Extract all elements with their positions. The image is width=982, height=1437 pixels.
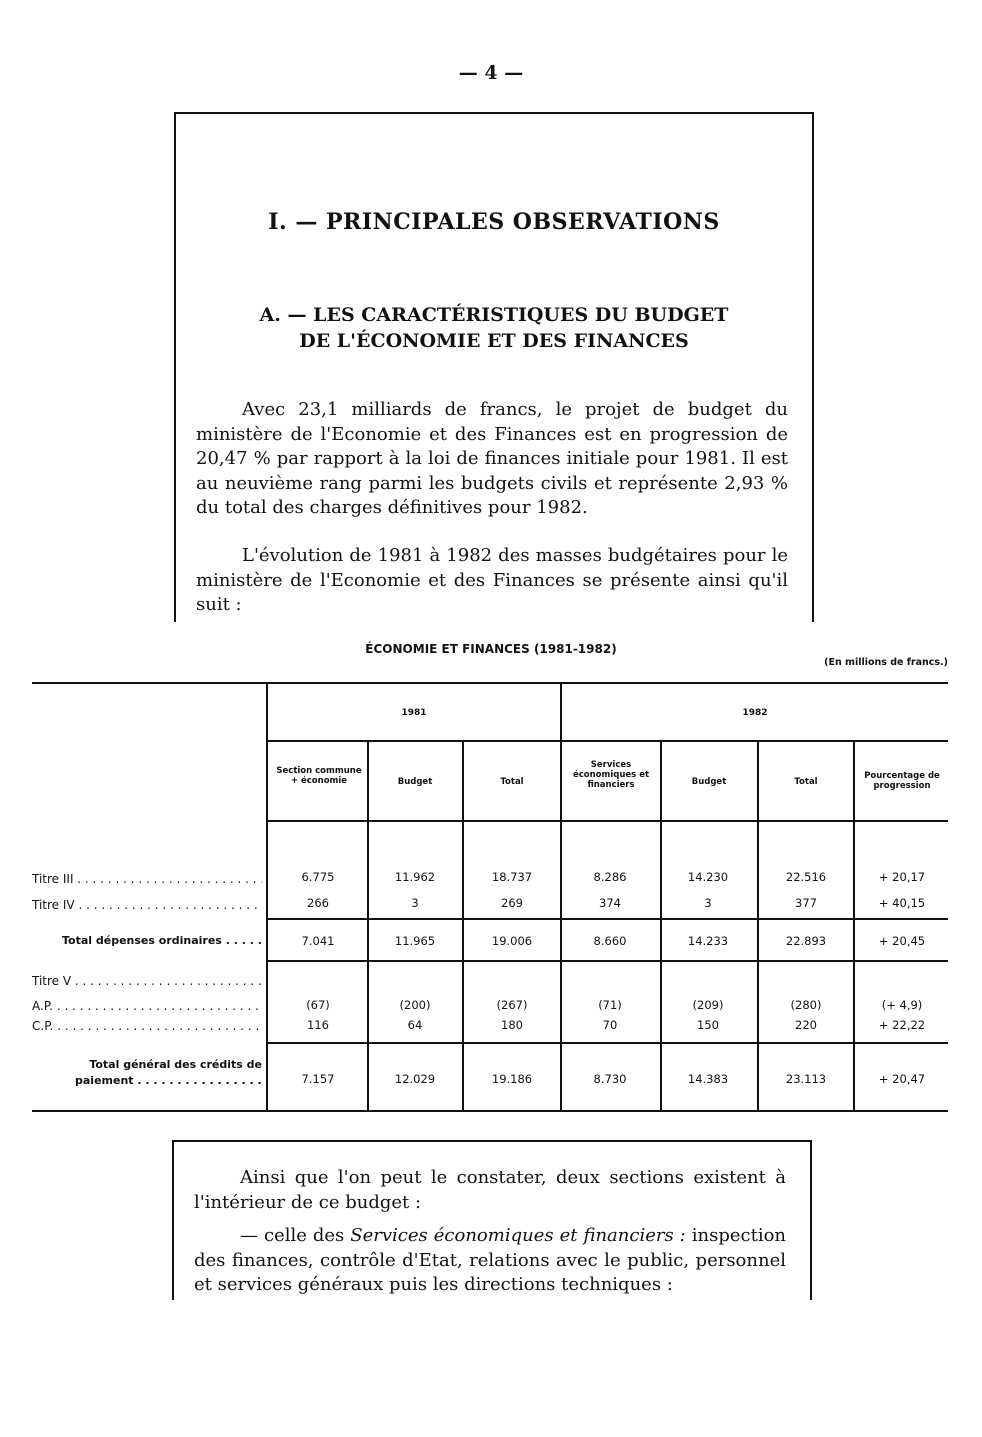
header-total-1981: Total (500, 777, 524, 787)
header-budget-1981: Budget (397, 777, 433, 787)
table-top-rule (32, 682, 948, 684)
header-year-1981: 1981 (401, 708, 427, 718)
header-pourcentage: Pourcentage de progression (864, 771, 940, 791)
table-cell: 12.029 (394, 1072, 436, 1086)
summary-box (174, 112, 814, 622)
row-label-cp: C.P. . . . (32, 1019, 262, 1033)
table-cell: 180 (501, 1018, 523, 1032)
table-cell: 269 (501, 896, 523, 910)
table-cell: 22.516 (785, 870, 827, 884)
table-cell: 377 (795, 896, 817, 910)
table-cell: + 20,17 (878, 870, 926, 884)
header-services-economiques: Services économiques et financiers (572, 760, 650, 790)
table-cell: 11.962 (394, 870, 436, 884)
table-cell: 18.737 (491, 870, 533, 884)
table-cell: (200) (399, 998, 431, 1012)
table-total-rule (268, 1042, 948, 1044)
sections-box (172, 1140, 812, 1300)
table-cell: 374 (599, 896, 621, 910)
table-col-rule (660, 740, 662, 1110)
paragraph-sections: Ainsi que l'on peut le constater, deux sections existent à l'intérieur de ce budget : (194, 1167, 786, 1213)
table-cell: 116 (307, 1018, 329, 1032)
table-cell: 7.157 (301, 1072, 335, 1086)
table-cell: 70 (602, 1018, 618, 1032)
table-cell: (67) (306, 998, 330, 1012)
table-subtotal-rule (268, 918, 948, 920)
table-cell: 266 (307, 896, 329, 910)
table-cell: (267) (496, 998, 528, 1012)
table-col-rule (853, 740, 855, 1110)
table-cell: 8.730 (593, 1072, 627, 1086)
row-label-ap: A.P. . . . (32, 999, 262, 1013)
table-cell: 3 (704, 896, 712, 910)
section-title: I. — PRINCIPALES OBSERVATIONS (268, 209, 720, 235)
row-label-total-depenses: Total dépenses ordinaires . . . (62, 934, 262, 947)
table-cell: (280) (790, 998, 822, 1012)
row-label-titre-iii: Titre III . . . (32, 872, 262, 886)
table-header-rule (268, 820, 948, 822)
table-cell: 8.660 (593, 934, 627, 948)
table-col-rule (367, 740, 369, 1110)
table-cell: 14.230 (687, 870, 729, 884)
table-col-rule (757, 740, 759, 1110)
table-caption: ÉCONOMIE ET FINANCES (1981-1982) (365, 642, 617, 656)
table-col-rule (266, 684, 268, 1110)
table-cell: 11.965 (394, 934, 436, 948)
table-col-rule (462, 740, 464, 1110)
table-cell: 8.286 (593, 870, 627, 884)
table-cell: + 40,15 (878, 896, 926, 910)
table-cell: (209) (692, 998, 724, 1012)
header-budget-1982: Budget (691, 777, 727, 787)
table-cell: 14.233 (687, 934, 729, 948)
header-section-commune: Section commune + économie (276, 766, 362, 786)
subsection-title-line1: A. — LES CARACTÉRISTIQUES DU BUDGET (259, 304, 729, 326)
table-cell: (+ 4,9) (881, 998, 923, 1012)
table-cell: 64 (407, 1018, 423, 1032)
table-cell: 7.041 (301, 934, 335, 948)
row-label-total-general-line2: paiement . . . (75, 1074, 262, 1087)
table-cell: 23.113 (785, 1072, 827, 1086)
row-label-total-general-line1: Total général des crédits de (89, 1058, 262, 1071)
table-cell: 150 (697, 1018, 719, 1032)
table-cell: 14.383 (687, 1072, 729, 1086)
paragraph-intro: Avec 23,1 milliards de francs, le projet de budget du ministère de l'Economie et des Finances est en progression de 20,47 % par rapport à la loi de finances initiale pour 1981. Il est au neuvième rang parmi les budgets civils et représente 2,93 % du total des charges définitives pour 1982. (196, 399, 788, 518)
table-cell: 3 (411, 896, 419, 910)
table-cell: 19.006 (491, 934, 533, 948)
subsection-title-line2: DE L'ÉCONOMIE ET DES FINANCES (299, 330, 689, 352)
paragraph-evolution: L'évolution de 1981 à 1982 des masses budgétaires pour le ministère de l'Economie et des Finances se présente ainsi qu'il suit : (196, 545, 788, 615)
header-year-1982: 1982 (742, 708, 768, 718)
page-number: — 4 — (458, 62, 524, 84)
table-section-rule (268, 960, 948, 962)
table-cell: 220 (795, 1018, 817, 1032)
paragraph-services: — celle des Services économiques et financiers : inspection des finances, contrôle d'Etat, relations avec le public, personnel et services généraux puis les directions techniques : (194, 1225, 786, 1295)
table-cell: (71) (598, 998, 622, 1012)
table-year-rule (268, 740, 948, 742)
table-cell: 6.775 (301, 870, 335, 884)
table-col-rule (560, 684, 562, 1110)
table-cell: + 20,47 (878, 1072, 926, 1086)
table-cell: + 22,22 (878, 1018, 926, 1032)
table-cell: 22.893 (785, 934, 827, 948)
table-cell: 19.186 (491, 1072, 533, 1086)
row-label-titre-v: Titre V . . . (32, 974, 262, 988)
header-total-1982: Total (794, 777, 818, 787)
row-label-titre-iv: Titre IV . . . (32, 898, 262, 912)
table-cell: + 20,45 (878, 934, 926, 948)
table-bottom-rule (32, 1110, 948, 1112)
table-unit: (En millions de francs.) (824, 657, 948, 668)
